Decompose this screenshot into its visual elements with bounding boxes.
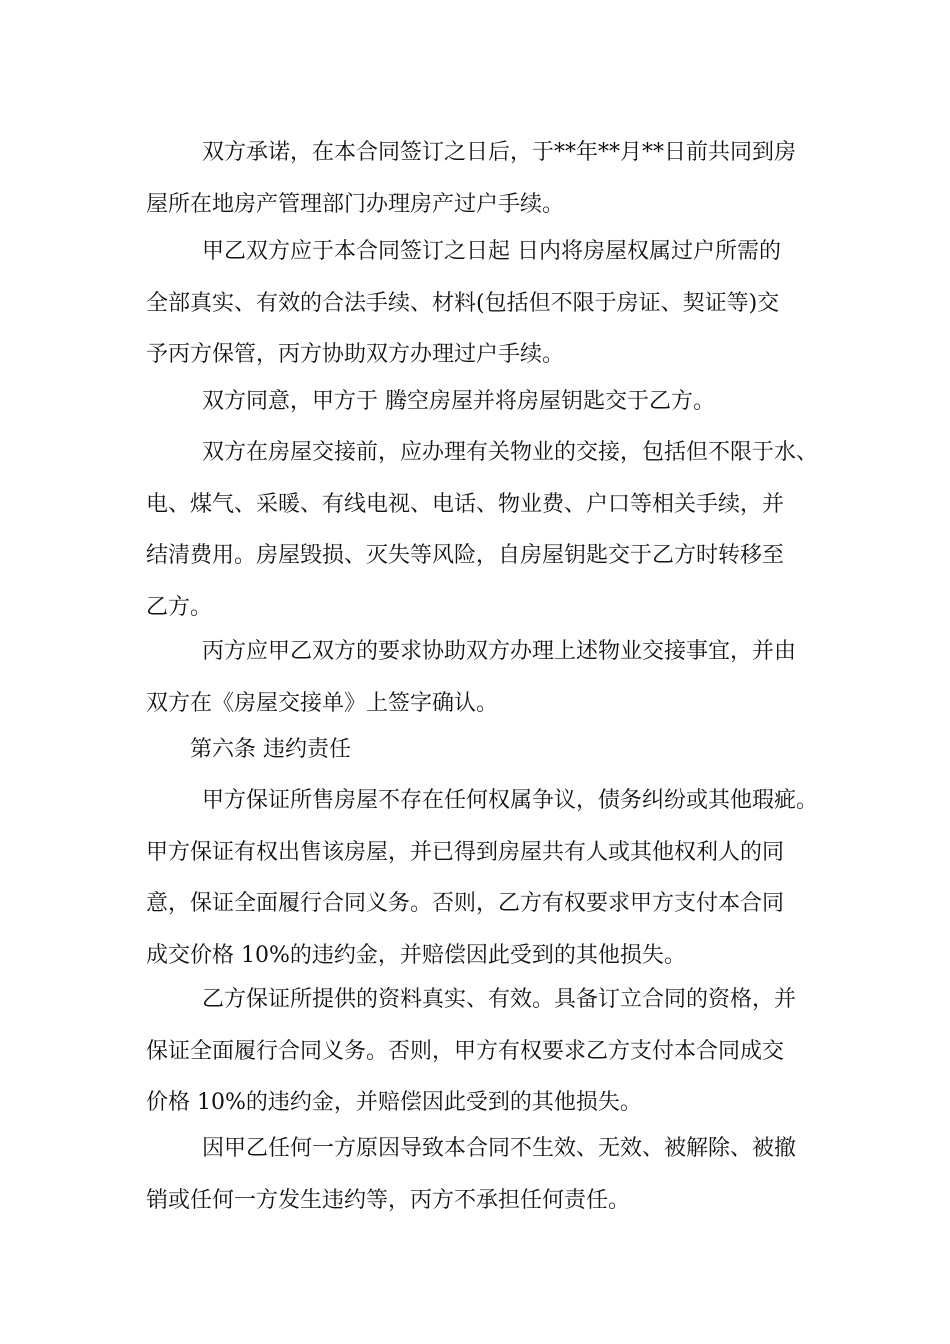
paragraph-line: 保证全面履行合同义务。否则，甲方有权要求乙方支付本合同成交: [146, 1038, 785, 1064]
paragraph-line: 意，保证全面履行合同义务。否则，乙方有权要求甲方支付本合同: [146, 891, 785, 916]
paragraph-line: 全部真实、有效的合法手续、材料(包括但不限于房证、契证等)交: [146, 290, 780, 316]
paragraph-line: 双方承诺，在本合同签订之日后，于**年**月**日前共同到房: [202, 140, 797, 165]
paragraph-line: 结清费用。房屋毁损、灭失等风险，自房屋钥匙交于乙方时转移至: [146, 543, 785, 568]
paragraph-line: 电、煤气、采暖、有线电视、电话、物业费、户口等相关手续，并: [146, 491, 785, 517]
paragraph-line: 甲方保证所售房屋不存在任何权属争议，债务纠纷或其他瑕疵。: [202, 788, 819, 813]
paragraph-line: 屋所在地房产管理部门办理房产过户手续。: [146, 191, 565, 217]
paragraph-line: 因甲乙任何一方原因导致本合同不生效、无效、被解除、被撤: [202, 1136, 797, 1161]
paragraph-7: [146, 974, 796, 1129]
paragraph-line: 予丙方保管，丙方协助双方办理过户手续。: [146, 342, 565, 367]
paragraph-line: 双方在房屋交接前，应办理有关物业的交接，包括但不限于水、: [202, 440, 819, 465]
paragraph-line: 价格 10%的违约金，并赔偿因此受到的其他损失。: [146, 1090, 642, 1115]
paragraph-6: [146, 775, 818, 981]
paragraph-line: 成交价格 10%的违约金，并赔偿因此受到的其他损失。: [146, 942, 686, 968]
paragraph-8: [146, 1123, 796, 1226]
paragraph-line: 甲乙双方应于本合同签订之日起 日内将房屋权属过户所需的: [202, 239, 781, 264]
section-heading: 第六条 违约责任: [190, 737, 351, 762]
paragraph-4: [146, 427, 818, 633]
paragraph-line: 乙方。: [146, 594, 213, 620]
paragraph-line: 双方在《房屋交接单》上签字确认。: [146, 690, 499, 716]
paragraph-line: 甲方保证有权出售该房屋，并已得到房屋共有人或其他权利人的同: [146, 839, 785, 865]
paragraph-line: 销或任何一方发生违约等，丙方不承担任何责任。: [146, 1187, 631, 1213]
paragraph-line: 乙方保证所提供的资料真实、有效。具备订立合同的资格，并: [202, 987, 797, 1012]
paragraph-2: [146, 226, 781, 381]
paragraph-5: [146, 626, 796, 729]
paragraph-line: 丙方应甲乙双方的要求协助双方办理上述物业交接事宜，并由: [202, 639, 797, 664]
paragraph-line: 双方同意，甲方于 腾空房屋并将房屋钥匙交于乙方。: [202, 389, 715, 414]
paragraph-3: [146, 376, 715, 428]
paragraph-1: [146, 127, 796, 230]
